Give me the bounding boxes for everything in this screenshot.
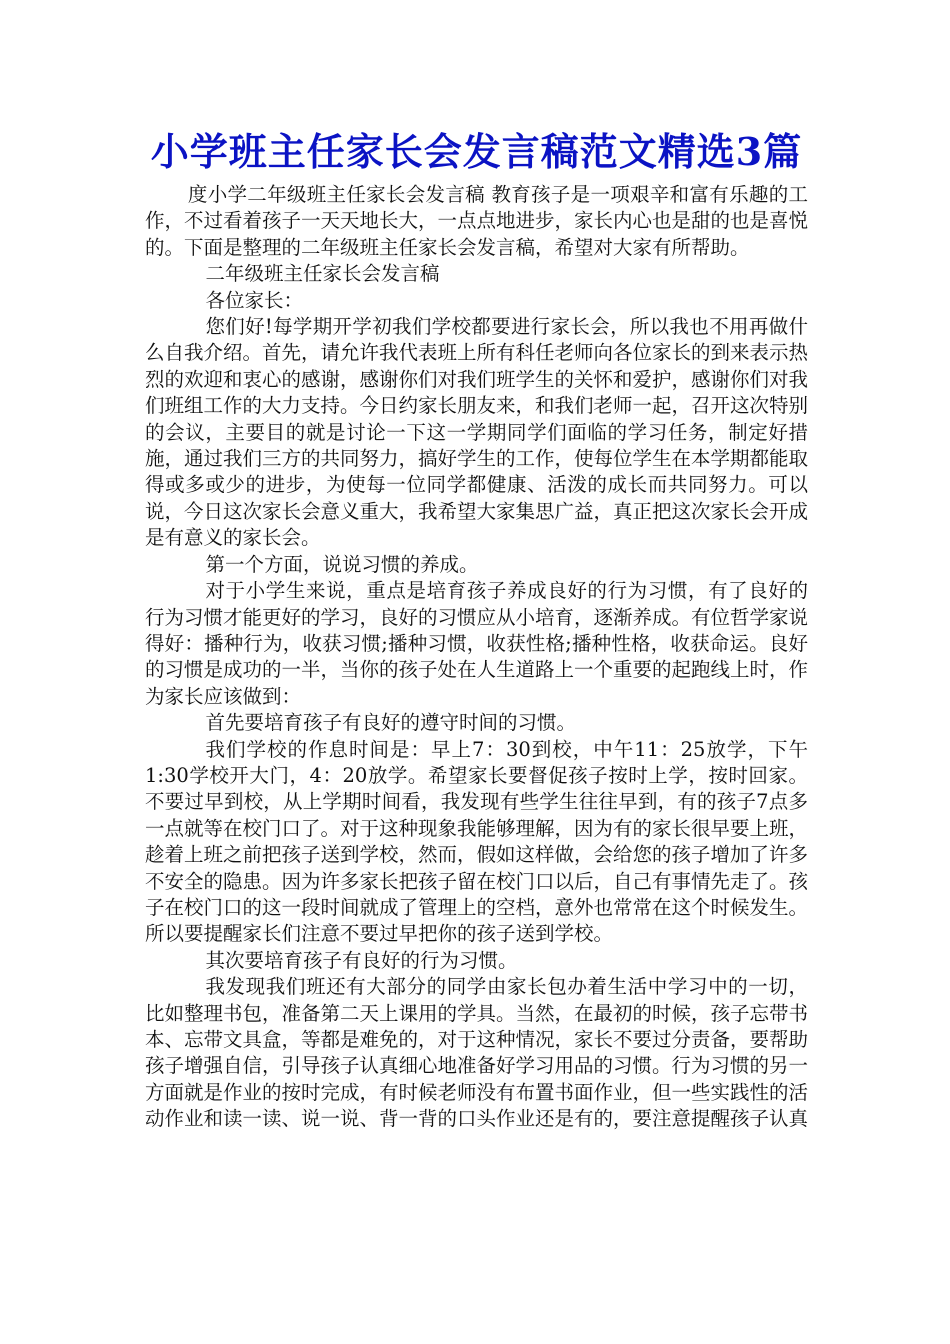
opening-paragraph: 您们好!每学期开学初我们学校都要进行家长会，所以我也不用再做什么自我介绍。首先，请允许我代表班上所有科任老师向各位家长的到来表示热烈的欢迎和衷心的感谢，感谢你们对我们班学生的关怀和爱护，感谢你们对我们班组工作的大力支持。今日约家长朋友来，和我们老师一起，召开这次特别的会议，主要目的就是讨论一下这一学期同学们面临的学习任务，制定好措施，通过我们三方的共同努力，搞好学生的工作，使每位学生在本学期都能取得或多或少的进步，为使每一位同学都健康、活泼的成长而共同努力。可以说，今日这次家长会意义重大，我希望大家集思广益，真正把这次家长会开成是有意义的家长会。	[145, 315, 809, 550]
subheading-time-habit: 首先要培育孩子有良好的遵守时间的习惯。	[205, 711, 576, 735]
behavior-paragraph: 我发现我们班还有大部分的同学由家长包办着生活中学习中的一切，比如整理书包，准备第二天上课用的学具。当然，在最初的时候，孩子忘带书本、忘带文具盒，等都是难免的，对于这种情况，家长不要过分责备，要帮助孩子增强自信，引导孩子认真细心地准备好学习用品的习惯。行为习惯的另一方面就是作业的按时完成，有时候老师没有布置书面作业，但一些实践性的活动作业和读一读、说一说、背一背的口头作业还是有的，要注意提醒孩子认真	[145, 975, 809, 1131]
salutation: 各位家长：	[205, 288, 303, 312]
subheading-behavior-habit: 其次要培育孩子有良好的行为习惯。	[205, 948, 518, 972]
section-heading-habits: 第一个方面，说说习惯的养成。	[205, 552, 479, 576]
document-title-text: 小学班主任家长会发言稿范文精选3篇	[150, 129, 803, 174]
speech-heading: 二年级班主任家长会发言稿	[205, 262, 440, 286]
intro-paragraph: 度小学二年级班主任家长会发言稿 教育孩子是一项艰辛和富有乐趣的工作，不过看着孩子一天天地长大，一点点地进步，家长内心也是甜的也是喜悦的。下面是整理的二年级班主任家长会发言稿，希望对大家有所帮助。	[145, 183, 809, 259]
document-page	[145, 128, 808, 1133]
habits-paragraph: 对于小学生来说，重点是培育孩子养成良好的行为习惯，有了良好的行为习惯才能更好的学习，良好的习惯应从小培育，逐渐养成。有位哲学家说得好：播种行为，收获习惯;播种习惯，收获性格;播种性格，收获命运。良好的习惯是成功的一半，当你的孩子处在人生道路上一个重要的起跑线上时，作为家长应该做到：	[145, 579, 809, 708]
document-title	[145, 128, 808, 176]
schedule-paragraph: 我们学校的作息时间是：早上7：30到校，中午11：25放学，下午1:30学校开大门，4：20放学。希望家长要督促孩子按时上学，按时回家。不要过早到校，从上学期时间看，我发现有些学生往往早到，有的孩子7点多一点就等在校门口了。对于这种现象我能够理解，因为有的家长很早要上班，趁着上班之前把孩子送到学校，然而，假如这样做，会给您的孩子增加了许多不安全的隐患。因为许多家长把孩子留在校门口以后，自己有事情先走了。孩子在校门口的这一段时间就成了管理上的空档，意外也常常在这个时候发生。所以要提醒家长们注意不要过早把你的孩子送到学校。	[145, 737, 809, 946]
